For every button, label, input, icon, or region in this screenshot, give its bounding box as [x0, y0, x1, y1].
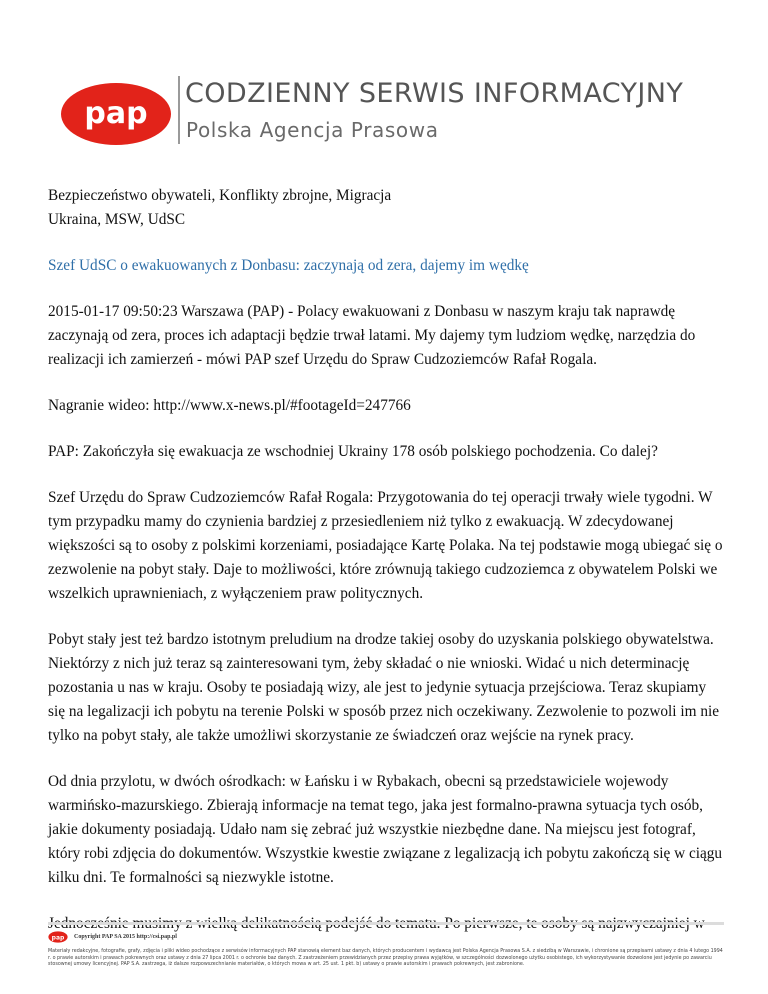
service-title: CODZIENNY SERWIS INFORMACYJNY	[185, 78, 684, 109]
header-divider	[178, 76, 180, 144]
interview-answer: Szef Urzędu do Spraw Cudzoziemców Rafał Rogala: Przygotowania do tej operacji trwały wiele tygodni. W tym przypadku mamy do czynienia bardziej z przesiedleniem niż tylko z ewakuacją. W zdecydowanej większości są to osoby z polskimi korzeniami, posiadające Kartę Polaka. Na tej podstawie mogą ubiegać się o zezwolenie na pobyt stały. Daje to możliwości, które zrównują takiego cudzoziemca z obywatelem Polski we wszelkich uprawnieniach, z wyłączeniem praw politycznych.	[48, 489, 723, 602]
article-tags	[48, 184, 724, 232]
article	[48, 184, 724, 958]
article-lead: 2015-01-17 09:50:23 Warszawa (PAP) - Polacy ewakuowani z Donbasu w naszym kraju tak naprawdę zaczynają od zera, proces ich adaptacji będzie trwał latami. My dajemy tym ludziom wędkę, narzędzia do realizacji ich zamierzeń - mówi PAP szef Urzędu do Spraw Cudzoziemców Rafał Rogala.	[48, 303, 696, 368]
pap-logo	[60, 82, 172, 146]
article-paragraph: Pobyt stały jest też bardzo istotnym preludium na drodze takiej osoby do uzyskania polskiego obywatelstwa. Niektórzy z nich już teraz są zainteresowani tym, żeby składać o nie wnioski. Widać u nich determinację pozostania u nas w kraju. Osoby te posiadają wizy, ale jest to jedynie sytuacja przejściowa. Teraz skupiamy się na legalizacji ich pobytu na terenie Polski w sposób przez nich oczekiwany. Zezwolenie to pozwoli im nie tylko na pobyt stały, ale także umożliwi skorzystanie ze świadczeń oraz wejście na rynek pracy.	[48, 631, 720, 744]
page-footer	[48, 922, 724, 969]
article-headline: Szef UdSC o ewakuowanych z Donbasu: zaczynają od zera, dajemy im wędkę	[48, 257, 529, 274]
mini-logo-text: pap	[51, 934, 65, 942]
pap-mini-logo	[48, 931, 68, 943]
copyright-text: Copyright PAP SA 2015 http://csi.pap.pl	[74, 934, 177, 940]
footer-divider	[48, 922, 724, 925]
interview-question: PAP: Zakończyła się ewakuacja ze wschodniej Ukrainy 178 osób polskiego pochodzenia. Co dalej?	[48, 443, 658, 460]
legal-notice: Materiały redakcyjne, fotografie, grafy, zdjęcia i pliki wideo pochodzące z serwisów informacyjnych PAP stanowią element baz danych, których producentem i wydawcą jest Polska Agencja Prasowa S.A. z siedzibą w Warszawie, i chronione są przepisami ustawy z dnia 4 lutego 1994 r. o prawie autorskim i prawach pokrewnych oraz ustawy z dnia 27 lipca 2001 r. o ochronie baz danych. Z zastrzeżeniem przewidzianych przez przepisy prawa wyjątków, w szczególności dozwolonego użytku osobistego, ich wykorzystywanie dozwolone jest jedynie po zawarciu stosownej umowy licencyjnej. PAP S.A. zastrzega, iż dalsze rozpowszechnianie materiałów, o których mowa w art. 25 ust. 1 pkt. b) ustawy o prawie autorskim i prawach pokrewnych, jest zabronione.	[48, 949, 723, 967]
article-paragraph: Od dnia przylotu, w dwóch ośrodkach: w Łańsku i w Rybakach, obecni są przedstawiciele wojewody warmińsko-mazurskiego. Zbierają informacje na temat tego, jaka jest formalno-prawna sytuacja tych osób, jakie dokumenty posiadają. Udało nam się zebrać już wszystkie niezbędne dane. Na miejscu jest fotograf, który robi zdjęcia do dokumentów. Wszystkie kwestie związane z legalizacją ich pobytu zakończą się w ciągu kilku dni. Te formalności są niezwykle istotne.	[48, 773, 723, 886]
masthead	[60, 74, 720, 154]
video-link-paragraph: Nagranie wideo: http://www.x-news.pl/#footageId=247766	[48, 397, 411, 414]
agency-name: Polska Agencja Prasowa	[186, 118, 439, 142]
tag-line: Bezpieczeństwo obywateli, Konflikty zbrojne, Migracja	[48, 187, 392, 204]
logo-text: pap	[84, 96, 148, 131]
tag-line: Ukraina, MSW, UdSC	[48, 211, 186, 228]
